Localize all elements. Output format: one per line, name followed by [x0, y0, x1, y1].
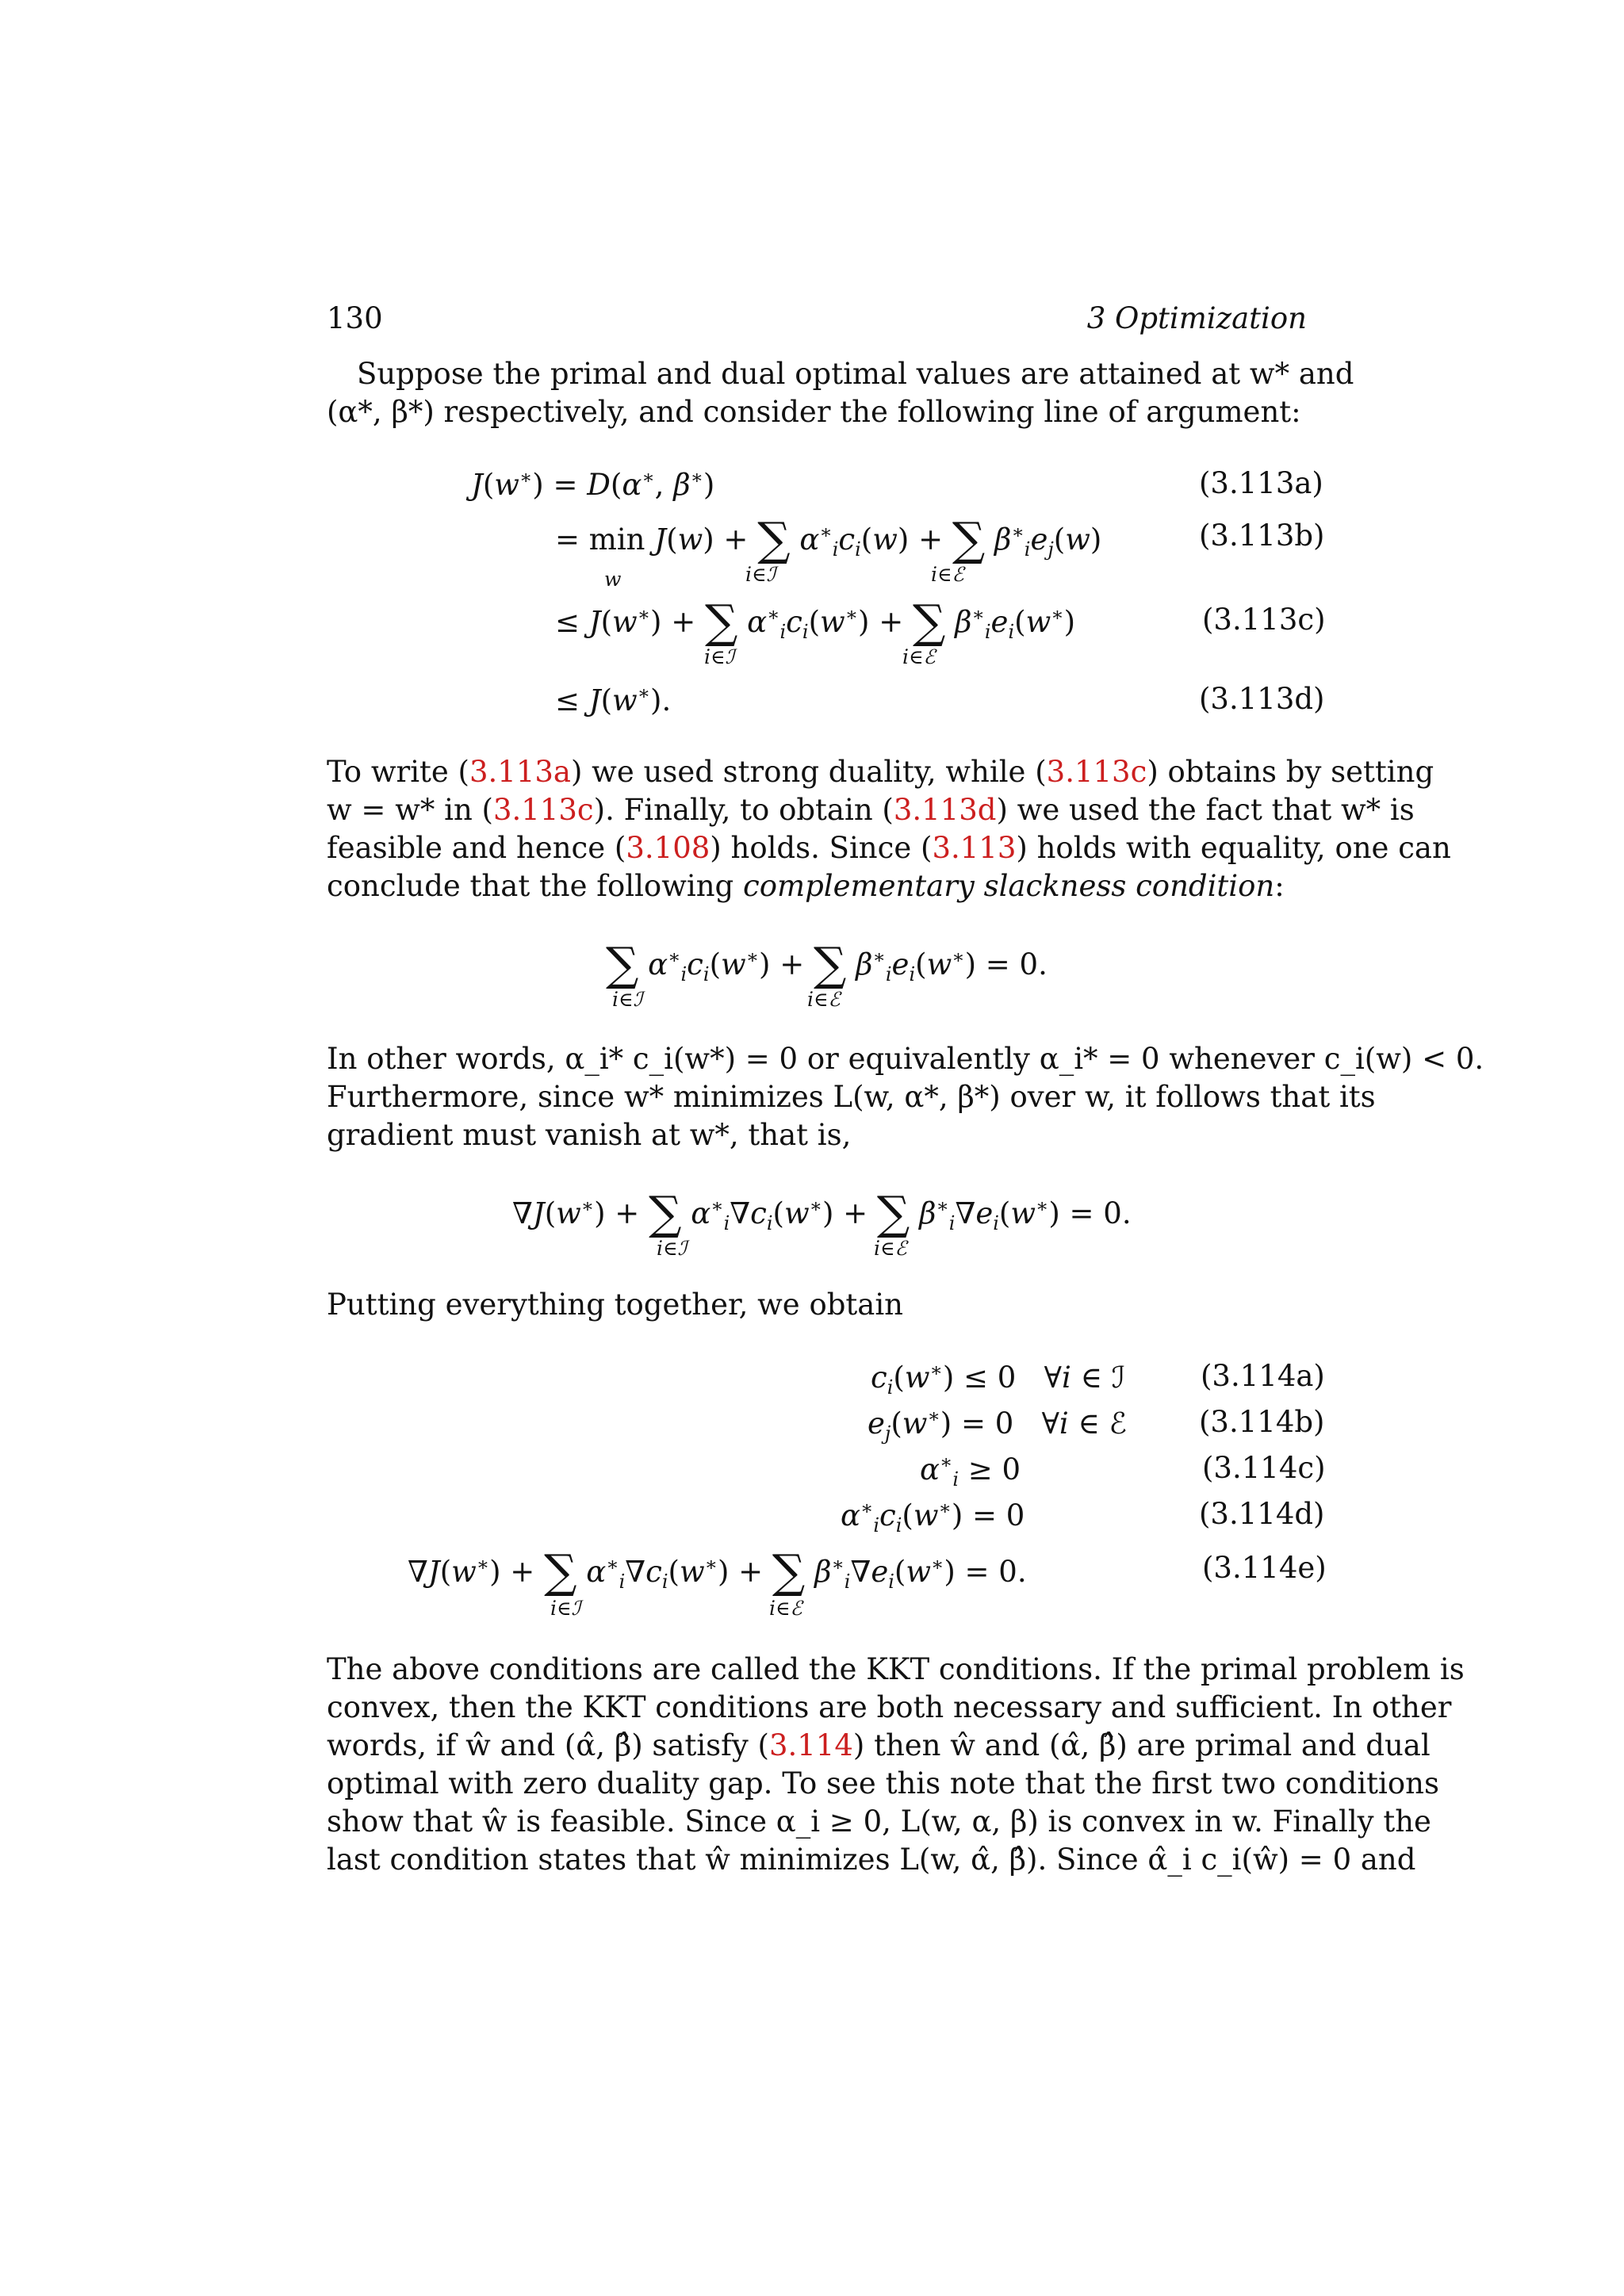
para3-line3-text: gradient must vanish at w*, that is,	[327, 1118, 852, 1152]
para5-line4-text: optimal with zero duality gap. To see this note that the first two conditions	[327, 1766, 1439, 1800]
eq-114a-number: (3.114a)	[1201, 1359, 1325, 1393]
para2-l2-text-b: ). Finally, to obtain (	[593, 793, 894, 827]
eq-113d: ≤ J(w∗).	[555, 682, 672, 718]
para3-line2-text: Furthermore, since w* minimizes L(w, α*, β*) over w, it follows that its	[327, 1080, 1376, 1114]
para5-line6-text: last condition states that ŵ minimizes L(w, α̂, β̂). Since α̂_i c_i(ŵ) = 0 and	[327, 1843, 1416, 1877]
eq-113a-number: (3.113a)	[1199, 466, 1323, 500]
para5-line4	[327, 1765, 1439, 1803]
para2-line2	[327, 791, 1415, 829]
para2-l4-text-b: :	[1274, 869, 1285, 903]
eq-114d: $\alpha^∗_ic_i(w^∗) = 0$	[841, 1497, 1025, 1536]
eq-113b-number: (3.113b)	[1199, 519, 1325, 553]
para5-line2	[327, 1689, 1452, 1727]
para2-l2-text-a: w = w* in (	[327, 793, 493, 827]
eq-gradient: ∇J(w∗) + ∑ $\alpha^∗_i\nabla c_i(w^∗)$ + ∑ $\beta^∗_i\nabla e_i(w^∗) = 0$.	[512, 1186, 1132, 1240]
para4	[327, 1286, 903, 1324]
para5-line1-text: The above conditions are called the KKT conditions. If the primal problem is	[327, 1652, 1465, 1686]
para2-line4	[327, 867, 1285, 905]
complementary-slackness-term: complementary slackness condition	[743, 869, 1275, 903]
ref-3-113c[interactable]: 3.113c	[1046, 755, 1147, 789]
para3-line3	[327, 1116, 851, 1154]
page-number: 130	[327, 301, 383, 335]
ref-3-114[interactable]: 3.114	[768, 1728, 853, 1762]
para5-l3-text-a: words, if ŵ and (α̂, β̂) satisfy (	[327, 1728, 769, 1762]
eq-114e-number: (3.114e)	[1202, 1551, 1327, 1585]
ref-3-113[interactable]: 3.113	[932, 831, 1017, 865]
eq-114c-number: (3.114c)	[1202, 1451, 1326, 1485]
eq-113c-sum2-limit: i∈ℰ	[902, 645, 936, 668]
para5-l3-text-b: ) then ŵ and (α̂, β̂) are primal and dual	[852, 1728, 1431, 1762]
para2-l2-text-c: ) we used the fact that w* is	[996, 793, 1415, 827]
para5-line2-text: convex, then the KKT conditions are both necessary and sufficient. In other	[327, 1690, 1452, 1724]
para3-line1-text: In other words, α_i* c_i(w*) = 0 or equivalently α_i* = 0 whenever c_i(w) < 0.	[327, 1042, 1484, 1076]
para2-line3	[327, 829, 1451, 867]
para2-l3-text-a: feasible and hence (	[327, 831, 626, 865]
para1-line1	[357, 355, 1354, 393]
eq-113b: = min J(w) + ∑ $\alpha^∗_ic_i(w)$ + ∑ $\beta^∗_ie_j(w)$	[555, 512, 1102, 566]
para2-l3-text-c: ) holds with equality, one can	[1016, 831, 1451, 865]
eq-114e: ∇J(w∗) + ∑ $\alpha^∗_i\nabla c_i(w^∗)$ + ∑ $\beta^∗_i\nabla e_i(w^∗) = 0$.	[408, 1544, 1027, 1598]
para2-l1-text-b: ) we used strong duality, while (	[570, 755, 1047, 789]
eq-113c: ≤ J(w∗) + ∑ $\alpha^∗_ic_i(w^∗)$ + ∑ $\beta^∗_ie_i(w^∗)$	[555, 595, 1075, 649]
para3-line2	[327, 1078, 1376, 1116]
eq-slackness-sum2-limit: i∈ℰ	[807, 988, 841, 1011]
eq-114b-number: (3.114b)	[1199, 1405, 1325, 1439]
para5-line5	[327, 1803, 1431, 1841]
running-title: 3 Optimization	[1086, 301, 1307, 335]
eq-113a-lhs: J(w∗) = D(α∗, β∗)	[471, 466, 715, 502]
ref-3-108[interactable]: 3.108	[626, 831, 710, 865]
eq-113b-sum2-limit: i∈ℰ	[931, 563, 964, 586]
para2-line1	[327, 753, 1434, 791]
eq-114b: $e_j(w^∗) = 0$ ∀i ∈ ℰ	[868, 1405, 1128, 1445]
para3-line1	[327, 1040, 1484, 1078]
para5-line6	[327, 1841, 1416, 1879]
eq-114e-sum1-limit: i∈ℐ	[550, 1597, 581, 1620]
page-header	[327, 300, 1307, 338]
ref-3-113c-b[interactable]: 3.113c	[493, 793, 594, 827]
eq-113d-number: (3.113d)	[1199, 682, 1325, 716]
eq-slackness: ∑ $\alpha^∗_ic_i(w^∗)$ + ∑ $\beta^∗_ie_i(w^∗) = 0$.	[606, 937, 1048, 991]
eq-113c-number: (3.113c)	[1202, 603, 1326, 637]
para2-l1-text-a: To write (	[327, 755, 469, 789]
eq-114d-number: (3.114d)	[1199, 1497, 1325, 1531]
ref-3-113d[interactable]: 3.113d	[893, 793, 997, 827]
para2-l1-text-c: ) obtains by setting	[1147, 755, 1434, 789]
eq-113b-min-subscript: w	[604, 568, 622, 591]
para1-line2	[327, 393, 1301, 431]
para4-text: Putting everything together, we obtain	[327, 1288, 904, 1322]
para1-line2-text: (α*, β*) respectively, and consider the following line of argument:	[327, 395, 1301, 429]
para2-l4-text-a: conclude that the following	[327, 869, 743, 903]
para5-line5-text: show that ŵ is feasible. Since α_i ≥ 0, L(w, α, β) is convex in w. Finally the	[327, 1804, 1431, 1839]
eq-114e-sum2-limit: i∈ℰ	[769, 1597, 802, 1620]
eq-113c-sum1-limit: i∈ℐ	[704, 645, 735, 668]
para5-line3	[327, 1727, 1431, 1765]
para2-l3-text-b: ) holds. Since (	[710, 831, 933, 865]
eq-gradient-sum1-limit: i∈ℐ	[657, 1237, 688, 1260]
eq-slackness-sum1-limit: i∈ℐ	[612, 988, 643, 1011]
para5-line1	[327, 1651, 1465, 1689]
eq-gradient-sum2-limit: i∈ℰ	[874, 1237, 907, 1260]
para1-line1-text: Suppose the primal and dual optimal values are attained at w* and	[357, 357, 1354, 391]
ref-3-113a[interactable]: 3.113a	[469, 755, 571, 789]
eq-113b-sum1-limit: i∈ℐ	[745, 563, 776, 586]
eq-114c: $\alpha^∗_i \ge 0$	[920, 1451, 1021, 1490]
eq-114a: $c_i(w^∗) \le 0$ ∀i ∈ ℐ	[871, 1359, 1126, 1399]
